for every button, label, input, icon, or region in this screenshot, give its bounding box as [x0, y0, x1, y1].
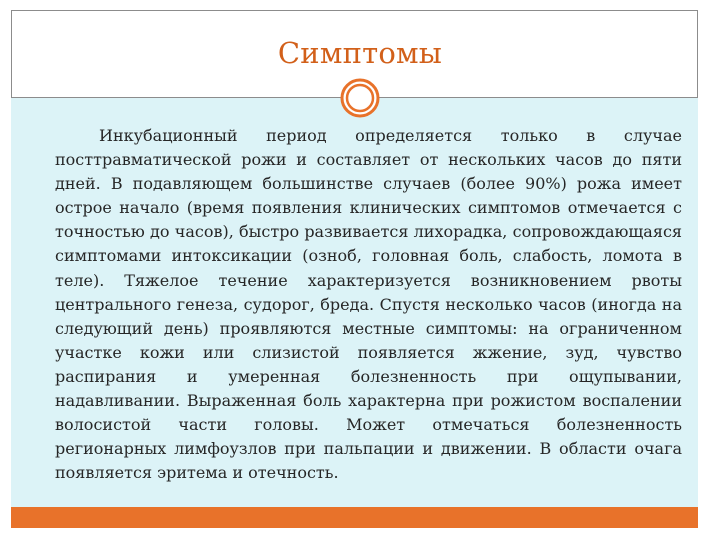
slide-title: Симптомы	[277, 36, 443, 70]
footer-bar	[11, 507, 698, 528]
ring-ornament-icon	[340, 78, 380, 118]
body-text: Инкубационный период определяется только в случае посттравматической рожи и составляет от нескольких часов до пяти дней. В подавляющем большинстве случаев (более 90%) рожа имеет острое начало (время появления клинических симптомов отмечается с точностью до часов), быстро развивается лихорадка, сопровождающаяся симптомами интоксикации (озноб, головная боль, слабость, ломота в теле). Тяжелое течение характеризуется возникновением рвоты центрального генеза, судорог, бреда. Спустя несколько часов (иногда на следующий день) проявляются местные симптомы: на ограниченном участке кожи или слизистой появляется жжение, зуд, чувство распирания и умеренная болезненность при ощупывании, надавливании. Выраженная боль характерна при рожистом воспалении волосистой части головы. Может отмечаться болезненность регионарных лимфоузлов при пальпации и движении. В области очага появляется эритема и отечность.	[55, 126, 682, 483]
